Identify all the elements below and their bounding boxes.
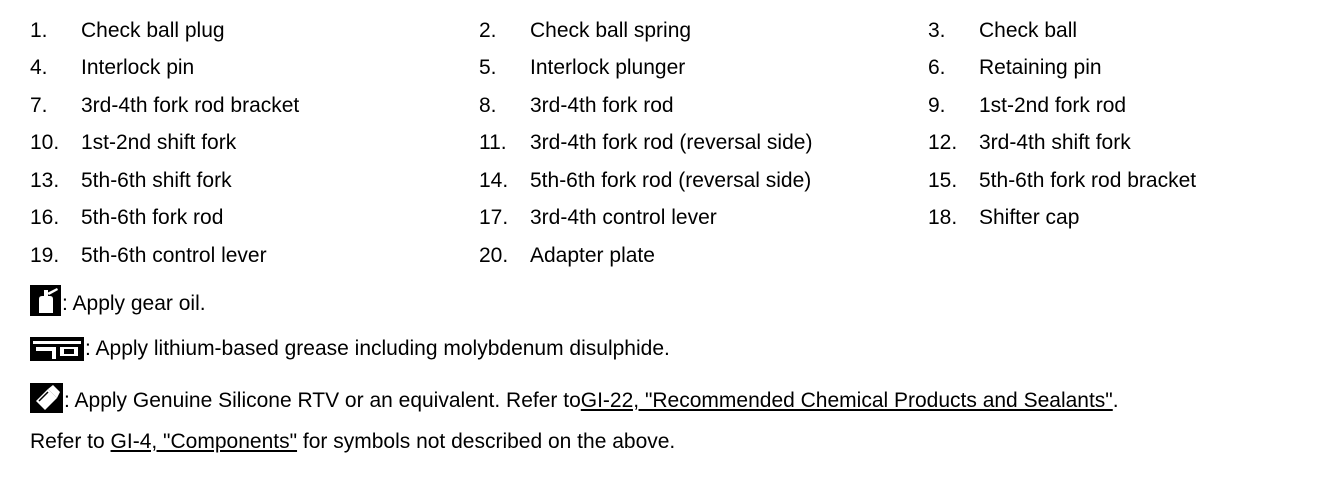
- part-name: 1st-2nd fork rod: [979, 93, 1127, 117]
- part-number: 17.: [479, 206, 509, 230]
- part-item: [30, 125, 479, 163]
- part-name: Retaining pin: [979, 56, 1102, 80]
- legend-grease: [30, 337, 670, 361]
- part-item: [479, 50, 928, 88]
- part-item: [479, 125, 928, 163]
- components-link[interactable]: GI-4, "Components": [110, 430, 298, 453]
- part-number: 5.: [479, 56, 497, 80]
- part-name: 5th-6th fork rod: [81, 206, 224, 230]
- part-name: 5th-6th shift fork: [81, 168, 232, 192]
- part-item: [479, 237, 928, 275]
- part-number: 20.: [479, 243, 509, 267]
- part-item: [30, 200, 479, 238]
- part-number: 15.: [928, 168, 958, 192]
- part-number: 2.: [479, 18, 497, 42]
- part-item: [479, 200, 928, 238]
- part-number: 1.: [30, 18, 48, 42]
- parts-list: [30, 12, 1288, 275]
- part-item: [30, 87, 479, 125]
- sealant-tube-icon: [30, 383, 63, 413]
- legend-grease-text: : Apply lithium-based grease including molybdenum disulphide.: [85, 337, 670, 360]
- legend-gear-oil: [30, 285, 206, 316]
- part-item: [30, 12, 479, 50]
- part-item: [479, 162, 928, 200]
- part-item: [928, 12, 1288, 50]
- part-item: [30, 237, 479, 275]
- part-number: 9.: [928, 93, 946, 117]
- part-name: 5th-6th control lever: [81, 243, 267, 267]
- part-number: 19.: [30, 243, 60, 267]
- part-name: 1st-2nd shift fork: [81, 131, 237, 155]
- part-item: [928, 162, 1288, 200]
- part-name: 3rd-4th shift fork: [979, 131, 1131, 155]
- part-name: Interlock plunger: [530, 56, 686, 80]
- part-name: Interlock pin: [81, 56, 195, 80]
- legend-sealant-end: .: [1112, 389, 1119, 412]
- part-number: 8.: [479, 93, 497, 117]
- part-number: 6.: [928, 56, 946, 80]
- oil-can-icon: [30, 285, 61, 316]
- part-name: Adapter plate: [530, 243, 655, 267]
- part-name: 3rd-4th fork rod (reversal side): [530, 131, 813, 155]
- part-name: Shifter cap: [979, 206, 1080, 230]
- part-item: [928, 50, 1288, 88]
- legend-sealant: [30, 383, 1119, 413]
- part-number: 12.: [928, 131, 958, 155]
- part-item: [30, 50, 479, 88]
- part-name: 3rd-4th fork rod bracket: [81, 93, 300, 117]
- part-item: [479, 12, 928, 50]
- part-number: 10.: [30, 131, 60, 155]
- footer-text-end: for symbols not described on the above.: [297, 430, 676, 453]
- part-name: 5th-6th fork rod (reversal side): [530, 168, 812, 192]
- part-name: 5th-6th fork rod bracket: [979, 168, 1197, 192]
- part-item: [928, 87, 1288, 125]
- part-item: [30, 162, 479, 200]
- legend-gear-oil-text: : Apply gear oil.: [62, 292, 206, 315]
- part-name: Check ball spring: [530, 18, 692, 42]
- part-item: [928, 200, 1288, 238]
- grease-gun-icon: [30, 337, 84, 361]
- part-item: [928, 125, 1288, 163]
- legend-sealant-text: : Apply Genuine Silicone RTV or an equivalent. Refer to: [64, 389, 581, 412]
- part-number: 3.: [928, 18, 946, 42]
- part-number: 7.: [30, 93, 48, 117]
- part-name: Check ball: [979, 18, 1078, 42]
- part-item: [479, 87, 928, 125]
- part-number: 18.: [928, 206, 958, 230]
- part-number: 13.: [30, 168, 60, 192]
- footer-text: Refer to: [30, 430, 111, 453]
- part-number: 11.: [479, 131, 507, 155]
- part-name: 3rd-4th control lever: [530, 206, 717, 230]
- part-number: 16.: [30, 206, 60, 230]
- part-name: Check ball plug: [81, 18, 225, 42]
- part-number: 14.: [479, 168, 509, 192]
- part-name: 3rd-4th fork rod: [530, 93, 674, 117]
- recommended-chemicals-link[interactable]: GI-22, "Recommended Chemical Products and Sealants": [580, 389, 1113, 412]
- part-number: 4.: [30, 56, 48, 80]
- footer-note: [30, 430, 675, 454]
